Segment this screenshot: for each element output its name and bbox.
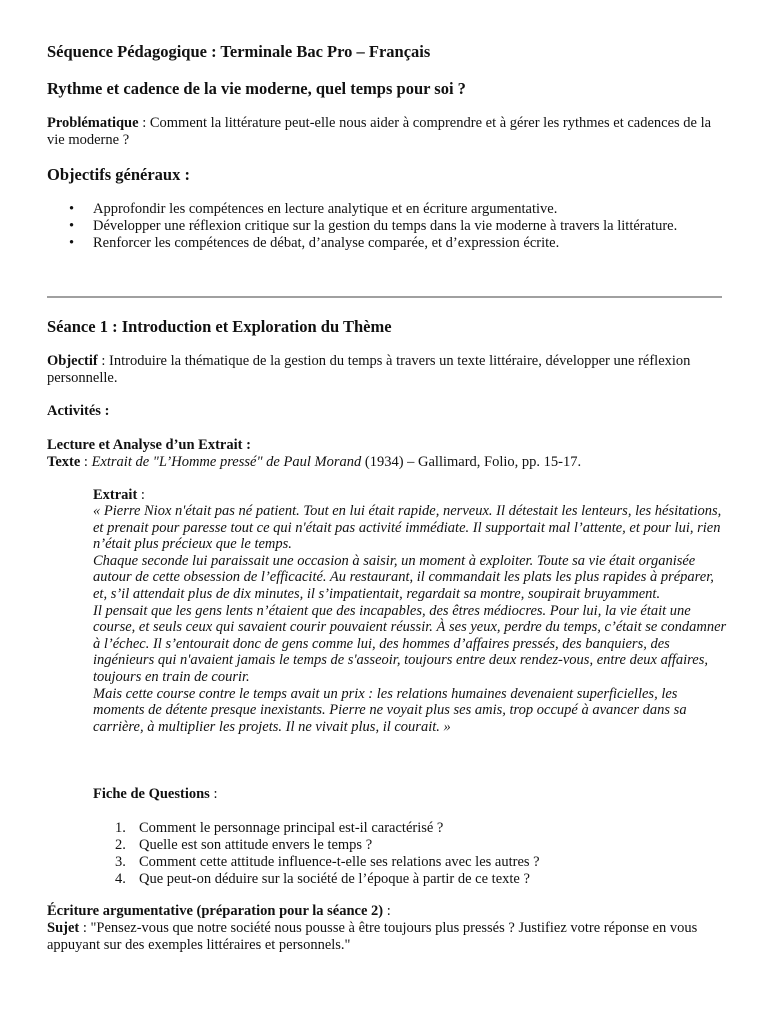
texte-separator: : (80, 454, 92, 470)
question-number: 3. (115, 854, 126, 870)
questions-label: Fiche de Questions (93, 786, 210, 802)
problematique-text: : Comment la littérature peut-elle nous aider à comprendre et à gérer les rythmes et cadences de la vie moderne ? (47, 115, 712, 148)
objectifs-list-wrapper (47, 201, 728, 252)
objectif-item: • Développer une réflexion critique sur la gestion du temps dans la vie moderne à travers la littérature. (47, 218, 728, 235)
lecture-label: Lecture et Analyse d’un Extrait : (47, 437, 251, 453)
questions-separator: : (209, 786, 218, 802)
question-number: 1. (115, 820, 126, 836)
objectifs-heading: Objectifs généraux : (47, 165, 190, 184)
question-item (93, 820, 728, 837)
extrait-label-line (93, 487, 728, 504)
extrait-paragraph: « Pierre Niox n'était pas né patient. Tout en lui était rapide, nerveux. Il détestait les lenteurs, les hésitations, et prenait pour paresse tout ce qui n'était pas activité immédiate. Il supportait mal l’attente, et pour lui, rien n’était plus précieux que le temps. (93, 503, 722, 553)
theme-title: Rythme et cadence de la vie moderne, quel temps pour soi ? (47, 79, 466, 98)
sujet-paragraph (47, 920, 728, 954)
objectif-text: : Introduire la thématique de la gestion du temps à travers un texte littéraire, développer une réflexion personnelle. (47, 353, 691, 386)
question-item (93, 871, 728, 888)
sequence-title: Séquence Pédagogique : Terminale Bac Pro – Français (47, 42, 431, 61)
question-item (93, 837, 728, 854)
extrait-paragraph: Chaque seconde lui paraissait une occasion à saisir, un moment à exploiter. Toute sa vie était organisée autour de cette obsession de l’efficacité. Au restaurant, il commandait les plats les plus rapides à préparer, et, s’il attendait plus de dix minutes, il s’impatientait, regardait sa montre, soupirait bruyamment. (93, 552, 714, 602)
question-text: Comment le personnage principal est-il caractérisé ? (139, 820, 444, 836)
questions-heading (93, 786, 728, 803)
extrait-paragraph: Il pensait que les gens lents n’étaient que des incapables, des êtres médiocres. Pour lui, la vie était une course, et seuls ceux qui savaient courir pouvaient réussir. À ses yeux, perdre du temps, c’était se condamner à l’échec. Il s’entourait donc de gens comme lui, des hommes d’affaires pressés, des banquiers, des ingénieurs qui n'avaient jamais le temps de s'asseoir, toujours entre deux rendez-vous, entre deux affaires, toujours en train de courir. (93, 602, 727, 685)
ecriture-label: Écriture argumentative (préparation pour la séance 2) (47, 903, 384, 919)
seance1-title: Séance 1 : Introduction et Exploration du Thème (47, 317, 392, 336)
extrait-text-block (93, 503, 728, 735)
horizontal-divider (47, 296, 722, 298)
problematique-label: Problématique (47, 115, 139, 131)
objectif-item: • Renforcer les compétences de débat, d’analyse comparée, et d’expression écrite. (47, 235, 728, 252)
texte-label: Texte (47, 454, 81, 470)
sujet-label: Sujet (47, 920, 80, 936)
question-text: Comment cette attitude influence-t-elle ses relations avec les autres ? (139, 854, 540, 870)
texte-details: (1934) – Gallimard, Folio, pp. 15-17. (361, 454, 582, 470)
extrait-separator: : (137, 487, 145, 503)
question-item (93, 854, 728, 871)
problematique-paragraph (47, 115, 728, 149)
question-text: Quelle est son attitude envers le temps ? (139, 837, 373, 853)
question-text: Que peut-on déduire sur la société de l’époque à partir de ce texte ? (139, 871, 530, 887)
question-number: 4. (115, 871, 126, 887)
lecture-block (47, 437, 728, 471)
ecriture-separator: : (383, 903, 391, 919)
questions-list (93, 820, 728, 888)
sujet-text: : "Pensez-vous que notre société nous pousse à être toujours plus pressés ? Justifiez votre réponse en vous appuyant sur des exemples littéraires et personnels." (47, 920, 698, 953)
seance1-objectif-paragraph (47, 353, 728, 387)
questions-list-wrapper (93, 820, 728, 888)
ecriture-block (47, 903, 728, 954)
texte-reference: Extrait de "L’Homme pressé" de Paul Morand (91, 454, 362, 470)
objectif-item: • Approfondir les compétences en lecture analytique et en écriture argumentative. (47, 201, 728, 218)
activites-heading (47, 403, 728, 420)
extrait-paragraph: Mais cette course contre le temps avait un prix : les relations humaines devenaient superficielles, les moments de détente presque inexistants. Pierre ne voyait plus ses amis, trop occupé à avancer dans sa carrière, à multiplier les projets. Il ne vivait plus, il courait. » (93, 685, 687, 735)
objectifs-list (47, 201, 728, 252)
objectif-label: Objectif (47, 353, 98, 369)
extrait-label: Extrait (93, 487, 138, 503)
activites-label: Activités : (47, 403, 110, 419)
question-number: 2. (115, 837, 126, 853)
